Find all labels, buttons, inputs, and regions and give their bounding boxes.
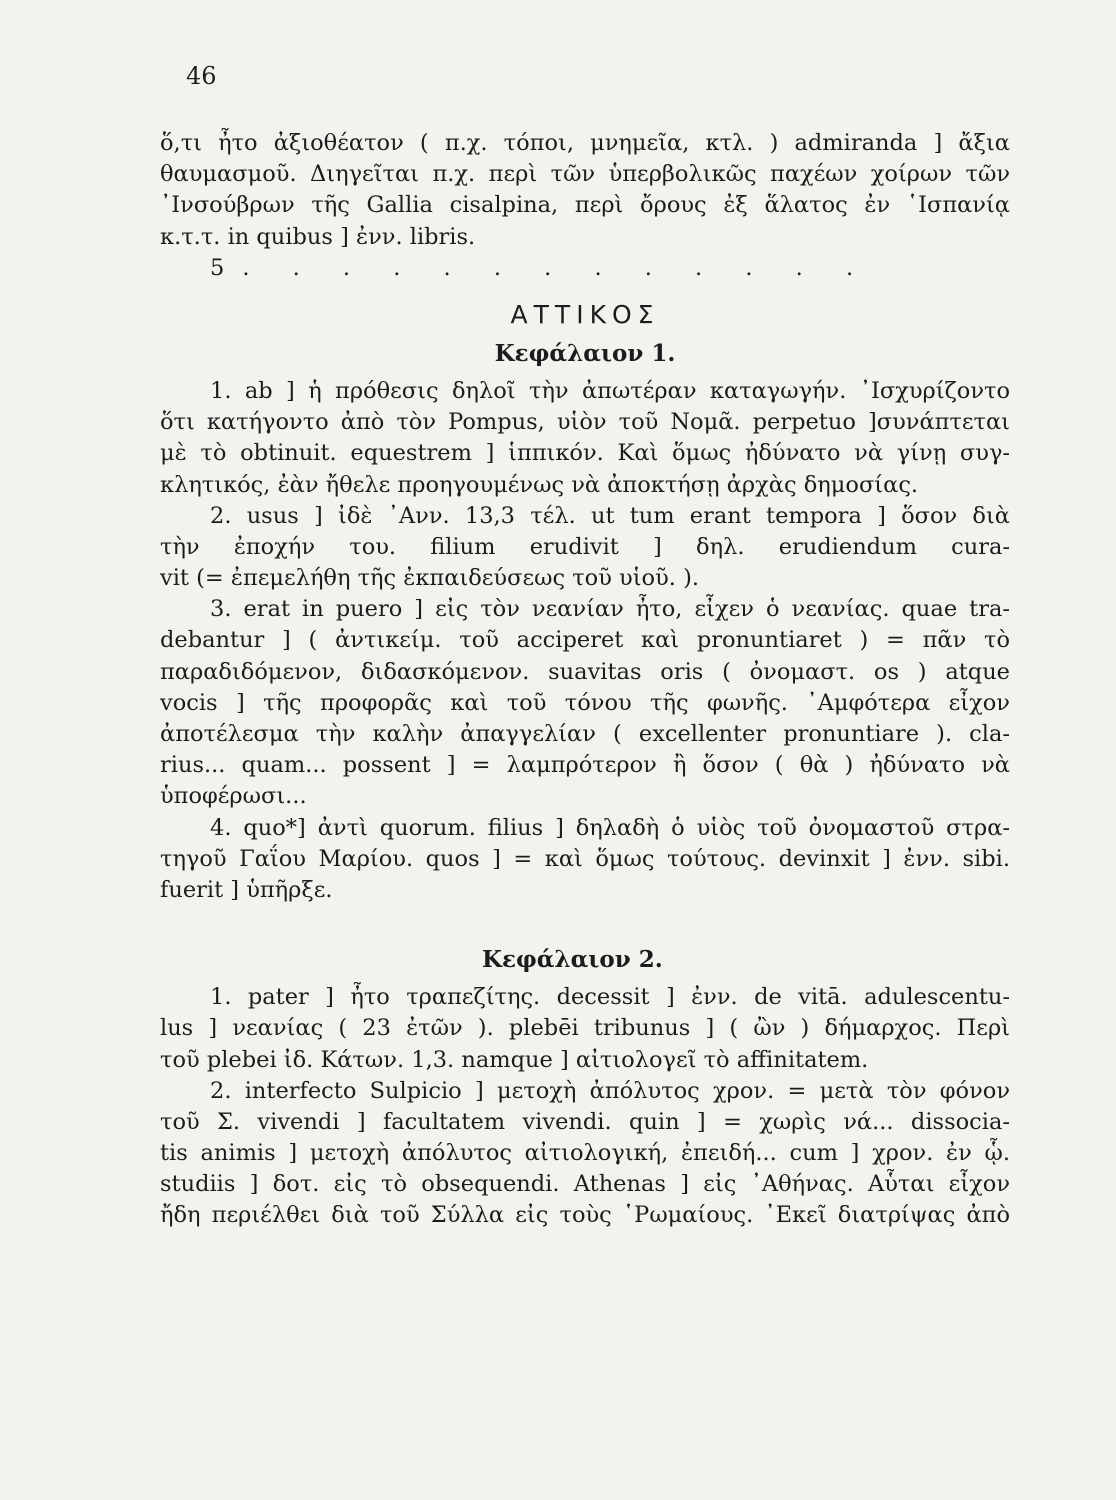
text-line: ᾿Ινσούβρων τῆς Gallia cisalpina, περὶ ὄρους ἐξ ἅλατος ἐν ῾Ισπανίᾳ (160, 192, 1010, 219)
text-line: ὅτι κατήγοντο ἀπὸ τὸν Pompus, υἱὸν τοῦ Νομᾶ. perpetuo ]συνάπτεται (160, 409, 1010, 436)
text-line: 3. erat in puero ] εἰς τὸν νεανίαν ἦτο, εἶχεν ὁ νεανίας. quae tra- (210, 596, 1010, 623)
text-line: 2. usus ] ἰδὲ ᾿Ανν. 13,3 τέλ. ut tum erant tempora ] ὅσον διὰ (210, 502, 1010, 529)
text-line: vocis ] τῆς προφορᾶς καὶ τοῦ τόνου τῆς φωνῆς. ᾿Αμφότερα εἶχον (160, 689, 1010, 716)
text-line: τοῦ Σ. vivendi ] facultatem vivendi. quin ] = χωρὶς νά... dissocia- (160, 1108, 1010, 1135)
text-line: ὅ,τι ἦτο ἀξιοθέατον ( π.χ. τόποι, μνημεῖα, κτλ. ) admiranda ] ἄξια (160, 130, 1010, 156)
text-line: rius... quam... possent ] = λαμπρότερον ἢ ὅσον ( θὰ ) ἠδύνατο νὰ (160, 752, 1010, 779)
text-line: τὴν ἐποχήν του. filium erudivit ] δηλ. erudiendum cura- (160, 533, 1010, 560)
section-title: ΑΤΤΙΚΟΣ (510, 299, 660, 329)
text-line: studiis ] δοτ. εἰς τὸ obsequendi. Athenas ] εἰς ᾿Αθήνας. Αὗται εἶχον (160, 1171, 1010, 1198)
text-line: tis animis ] μετοχὴ ἀπόλυτος αἰτιολογική, ἐπειδή... cum ] χρον. ἐν ᾧ. (160, 1140, 1010, 1167)
page-number: 46 (186, 62, 217, 90)
text-line: τοῦ plebei ἰδ. Κάτων. 1,3. namque ] αἰτιολογεῖ τὸ affinitatem. (160, 1046, 869, 1073)
text-line: κ.τ.τ. in quibus ] ἐνν. libris. (160, 223, 476, 250)
text-line: θαυμασμοῦ. Διηγεῖται π.χ. περὶ τῶν ὑπερβολικῶς παχέων χοίρων τῶν (160, 161, 1010, 188)
text-line: τηγοῦ Γαΐου Μαρίου. quos ] = καὶ ὅμως τούτους. devinxit ] ἐνν. sibi. (160, 845, 1010, 872)
text-line: lus ] νεανίας ( 23 ἐτῶν ). plebēi tribunus ] ( ὢν ) δήμαρχος. Περὶ (160, 1015, 1010, 1042)
ellipsis-line: 5. . . . . . . . . . . . . (210, 254, 872, 281)
text-line: ὑποφέρωσι... (160, 783, 307, 810)
text-line: fuerit ] ὑπῆρξε. (160, 876, 333, 903)
chapter-heading: Κεφάλαιον 2. (482, 946, 663, 974)
text-line: vit (= ἐπεμελήθη τῆς ἐκπαιδεύσεως τοῦ υἱοῦ. ). (160, 565, 700, 592)
chapter-heading: Κεφάλαιον 1. (494, 339, 676, 367)
body-text (160, 128, 1010, 1232)
text-line: 1. pater ] ἦτο τραπεζίτης. decessit ] ἐνν. de vitā. adulescentu- (210, 984, 1010, 1011)
text-line: 4. quo*] ἀντὶ quorum. filius ] δηλαδὴ ὁ υἱὸς τοῦ ὀνομαστοῦ στρα- (210, 814, 1010, 841)
text-line: παραδιδόμενον, διδασκόμενον. suavitas oris ( ὀνομαστ. os ) atque (160, 658, 1010, 685)
text-line: 1. ab ] ἡ πρόθεσις δηλοῖ τὴν ἀπωτέραν καταγωγήν. ᾿Ισχυρίζοντο (210, 377, 1010, 404)
text-line: 2. interfecto Sulpicio ] μετοχὴ ἀπόλυτος χρον. = μετὰ τὸν φόνον (210, 1077, 1010, 1104)
text-line: μὲ τὸ obtinuit. equestrem ] ἱππικόν. Καὶ ὅμως ἠδύνατο νὰ γίνῃ συγ- (160, 440, 1010, 467)
text-line: κλητικός, ἐὰν ἤθελε προηγουμένως νὰ ἀποκτήσῃ ἀρχὰς δημοσίας. (160, 471, 919, 498)
text-line: debantur ] ( ἀντικείμ. τοῦ acciperet καὶ pronuntiaret ) = πᾶν τὸ (160, 627, 1010, 654)
text-line: ἀποτέλεσμα τὴν καλὴν ἀπαγγελίαν ( excellenter pronuntiare ). cla- (160, 721, 1010, 747)
text-line: ἤδη περιέλθει διὰ τοῦ Σύλλα εἰς τοὺς ῾Ρωμαίους. ᾿Εκεῖ διατρίψας ἀπὸ (160, 1202, 1010, 1229)
